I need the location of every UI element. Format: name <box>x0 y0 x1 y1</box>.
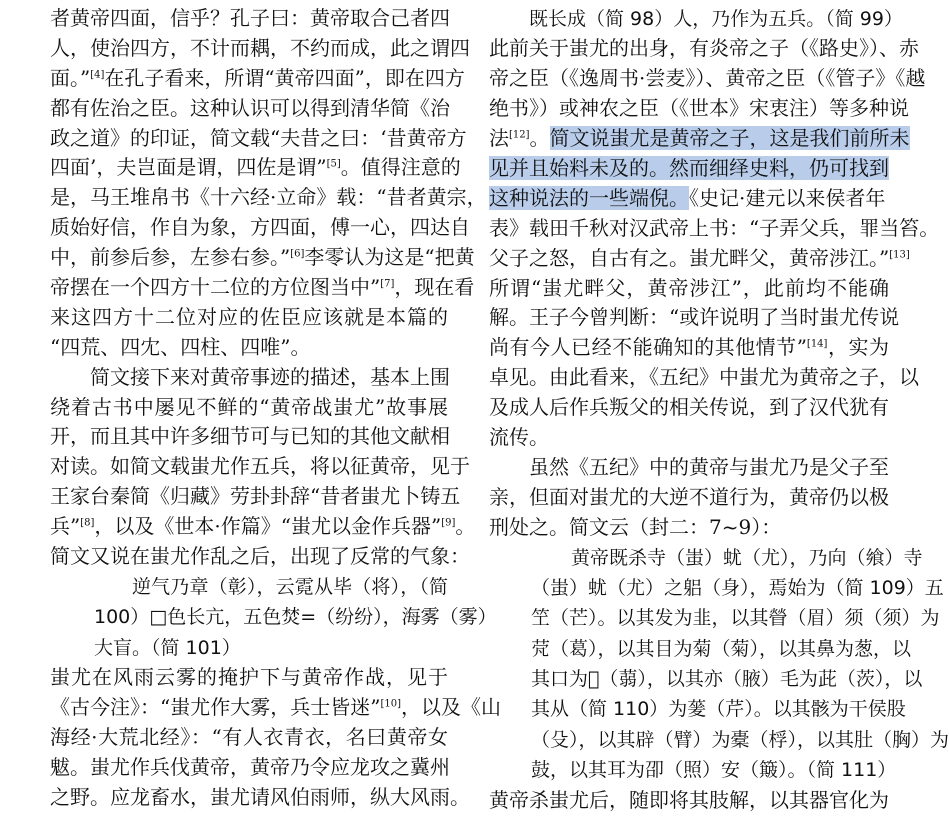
text-line: 刑处之。简文云（封二：7~9）： <box>489 514 782 539</box>
text-line: 《古今注》：“蚩尤作大雾，兵士皆迷”[10]，以及《山 <box>50 694 501 719</box>
text-line: 都有佐治之臣。这种认识可以得到清华简《治 <box>50 95 450 120</box>
highlighted-text[interactable]: 见并且始料未及的。然而细绎史料，仍可找到 <box>489 155 889 180</box>
footnote-marker[interactable]: [14] <box>806 338 828 350</box>
text-line: 来这四方十二位对应的佐臣应该就是本篇的 <box>50 304 448 329</box>
text-line: 帝之臣（《逸周书·尝麦》）、黄帝之臣（《管子》《越 <box>489 66 926 91</box>
text-line: 政之道》的印证，简文载“夫昔之曰：‘昔黄帝方 <box>50 125 467 150</box>
text-segment: 法[12]。 <box>489 126 550 151</box>
text-line <box>489 184 889 214</box>
footnote-marker[interactable]: [4] <box>90 69 105 81</box>
text-line: 亲，但面对蚩尤的大逆不道行为，黄帝仍以极 <box>489 484 889 509</box>
text-line: 绝书》）或神农之臣（《世本》宋衷注）等多种说 <box>489 96 909 121</box>
quote-line: 鼓，以其耳为卲（照）安（簸）。（简 111） <box>531 759 897 782</box>
right-column <box>489 4 949 816</box>
text-line: 此前关于蚩尤的出身，有炎帝之子（《路史》）、赤 <box>489 36 919 61</box>
text-line: 海经·大荒北经》：“有人衣青衣，名曰黄帝女 <box>50 724 448 749</box>
text-line: 所谓“蚩尤畔父，黄帝涉江”，此前均不能确 <box>489 275 889 300</box>
quote-line: 黄帝既杀寺（蚩）蚘（尤），乃向（飨）寺 <box>571 546 923 569</box>
text-line: 表》载田千秋对汉武帝上书：“子弄父兵，罪当笞。 <box>489 215 940 240</box>
text-line: “四荒、四冘、四柱、四唯”。 <box>50 334 311 359</box>
text-line: 人，使治四方，不计而耦，不约而成，此之谓四 <box>50 35 470 60</box>
text-line: 兵”[8]，以及《世本·作篇》“蚩尤以金作兵器”[9]。 <box>50 514 476 539</box>
text-line: 流传。 <box>489 424 549 449</box>
footnote-marker[interactable]: [10] <box>380 698 401 710</box>
quote-line: 100）□色长亢，五色焚=（纷纷），海雾（雾） <box>94 606 497 629</box>
quote-line: 䒮（葛），以其目为菊（菊），以其鼻为葱，以 <box>531 637 912 660</box>
text-line: 王家台秦简《归藏》劳卦卦辞“昔者蚩尤卜铸五 <box>50 484 461 509</box>
text-line: 蚩尤在风雨云雾的掩护下与黄帝作战，见于 <box>50 665 448 690</box>
text-line: 简文接下来对黄帝事迹的描述，基本上围 <box>90 364 450 389</box>
footnote-marker[interactable]: [12] <box>509 129 530 141</box>
footnote-marker[interactable]: [7] <box>380 278 395 290</box>
footnote-marker[interactable]: [13] <box>889 248 910 260</box>
footnote-marker[interactable]: [6] <box>290 248 305 260</box>
text-line: 简文又说在蚩尤作乱之后，出现了反常的气象： <box>50 544 470 569</box>
text-segment: 《史记·建元以来侯者年 <box>689 185 886 210</box>
quote-line: 笁（芒）。以其发为韭，以其䁝（眉）须（须）为 <box>531 607 940 630</box>
text-line: 尚有今人已经不能确知的其他情节”[14]，实为 <box>489 335 889 360</box>
text-line: 黄帝杀蚩尤后，随即将其肢解，以其器官化为 <box>489 787 889 812</box>
text-line: 对读。如简文载蚩尤作五兵，将以征黄帝，见于 <box>50 454 470 479</box>
text-line: 魃。蚩尤作兵伐黄帝，黄帝乃令应龙攻之冀州 <box>50 754 450 779</box>
text-line <box>489 124 910 154</box>
footnote-marker[interactable]: [5] <box>326 158 341 170</box>
left-column <box>50 4 501 813</box>
text-line: 父子之怒，自古有之。蚩尤畔父，黄帝涉江。”[13] <box>489 245 910 270</box>
quote-line: 既长成（简 98）人，乃作为五兵。（简 99） <box>529 8 903 30</box>
quote-line: 其从（简 110）为蓌（芹）。以其骸为干侯股 <box>531 698 906 721</box>
highlighted-text[interactable]: 这种说法的一些端倪。 <box>489 185 689 210</box>
text-line: 虽然《五纪》中的黄帝与蚩尤乃是父子至 <box>529 454 889 479</box>
text-line: 解。王子今曾判断：“或许说明了当时蚩尤传说 <box>489 305 900 330</box>
text-line: 绕着古书中屡见不鲜的“黄帝战蚩尤”故事展 <box>50 394 448 419</box>
quote-line: （殳），以其辟（臂）为橐（桴），以其肚（胸）为 <box>531 728 949 751</box>
text-line: 之野。应龙畜水，蚩尤请风伯雨师，纵大风雨。 <box>50 784 470 809</box>
text-line: 者黄帝四面，信乎？孔子曰：黄帝取合己者四 <box>50 6 450 30</box>
text-line: 面。”[4]在孔子看来，所谓“黄帝四面”，即在四方 <box>50 65 465 90</box>
quote-line: （蚩）蚘（尤）之躳（身），焉始为（简 109）五 <box>531 576 944 599</box>
quote-line: 逆气乃章（彰），云霓从毕（将），（简 <box>132 575 448 598</box>
text-line: 帝摆在一个四方十二位的方位图当中”[7]，现在看 <box>50 275 475 300</box>
text-line: 质始好信，作自为象，方四面，傅一心，四达自 <box>50 215 470 240</box>
footnote-marker[interactable]: [9] <box>441 517 456 529</box>
highlighted-text[interactable]: 简文说蚩尤是黄帝之子，这是我们前所未 <box>549 126 910 151</box>
text-line: 卓见。由此看来，《五纪》中蚩尤为黄帝之子，以 <box>489 365 919 390</box>
text-line: 四面’，夫岂面是谓，四佐是谓”[5]。值得注意的 <box>50 155 461 180</box>
text-line: 及成人后作兵叛父的相关传说，到了汉代犹有 <box>489 395 889 420</box>
text-line: 是，马王堆帛书《十六经·立命》载：“昔者黄宗， <box>50 185 487 210</box>
footnote-marker[interactable]: [8] <box>80 517 95 529</box>
text-line: 中，前参后参，左参右参。”[6]李零认为这是“把黄 <box>50 245 475 270</box>
quote-line: 其口为𦭘（蒻），以其亦（腋）毛为茈（茨），以 <box>531 668 923 691</box>
quote-line: 大盲。（简 101） <box>94 636 241 659</box>
text-line: 开，而且其中许多细节可与已知的其他文献相 <box>50 424 450 449</box>
text-line <box>489 154 889 184</box>
